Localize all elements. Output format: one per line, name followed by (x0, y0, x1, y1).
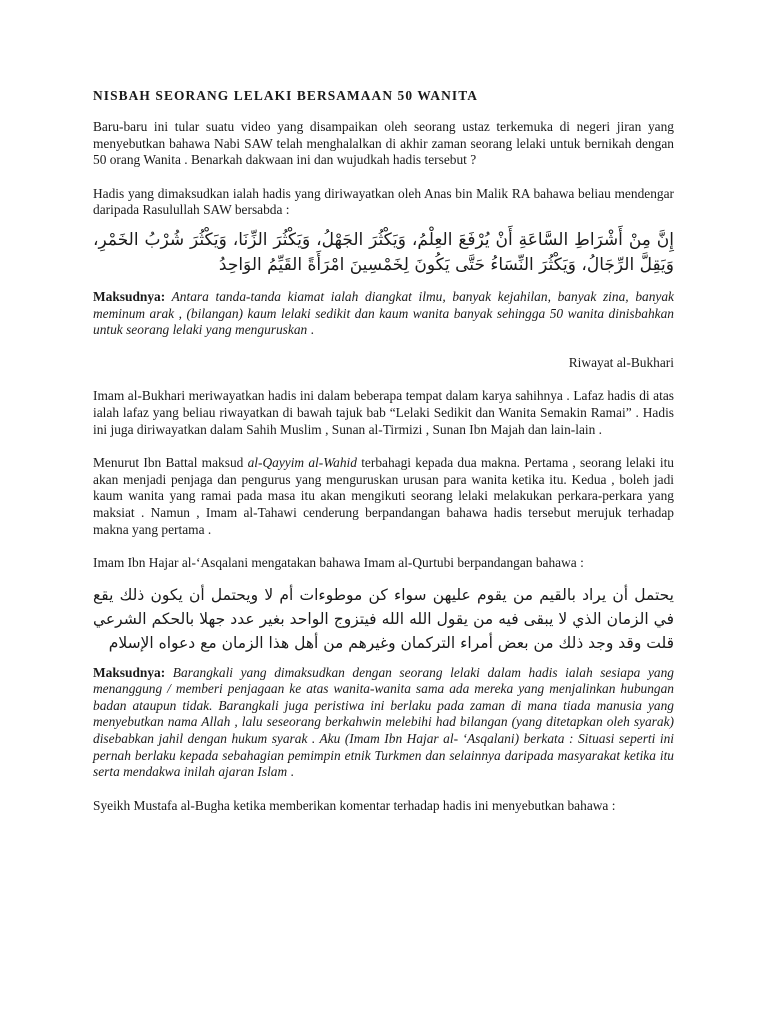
arabic-quote-text: يحتمل أن يراد بالقيم من يقوم عليهن سواء كن موطوءات أم لا ويحتمل أن يكون ذلك يقع في الزمان الذي لا يبقى فيه من يقول الله الله فيتزوج الواحد بغير عدد جهلا بالحكم الشرعي قلت وقد وجد ذلك من بعض أمراء التركمان وغيرهم من أهل هذا الزمان مع دعواه الإسلام (93, 585, 674, 652)
paragraph-maksud-hadith (93, 289, 674, 339)
maksud-label: Maksudnya: (93, 288, 166, 304)
document-title: NISBAH SEORANG LELAKI BERSAMAAN 50 WANITA (93, 88, 479, 103)
paragraph-hadith-intro: Hadis yang dimaksudkan ialah hadis yang diriwayatkan oleh Anas bin Malik RA bahawa beliau mendengar daripada Rasulullah SAW bersabda : (93, 185, 674, 218)
ibn-battal-rest: terbahagi kepada dua makna. Pertama , seorang lelaki itu akan menjadi penjaga dan pengurus yang menguruskan urusan para wanita ketika itu. Kedua , boleh jadi kaum wanita yang ramai pada masa itu akan mengikuti seorang lelaki melakukan perkara-perkara yang maksiat . Namun , Imam al-Tahawi cenderung berpandangan bahawa hadis tersebut merujuk terhadap makna yang pertama . (93, 455, 674, 537)
maksud-translation: Antara tanda-tanda kiamat ialah diangkat ilmu, banyak kejahilan, banyak zina, banyak meminum arak , (bilangan) kaum lelaki sedikit dan kaum wanita banyak sehingga 50 wanita dinisbahkan untuk seorang lelaki yang menguruskan (93, 288, 674, 338)
maksud2-translation: Barangkali yang dimaksudkan dengan seorang lelaki dalam hadis ialah sesiapa yang menanggung / memberi penjagaan ke atas wanita-wanita sama ada mereka yang menjalinkan hubungan badan ataupun tidak. Barangkali juga peristiwa ini berlaku pada zaman di mana tiada manusia yang menyebutkan nama Allah , lalu seseorang berkahwin melebihi had bilangan (yang ditetapkan oleh syarak) disebabkan jahil dengan hukum syarak . Aku (Imam Ibn Hajar al- ‘Asqalani) berkata : Situasi seperti ini pernah berlaku kepada sebahagian pemimpin etnik Turkmen dan selainnya daripada masyarakat ketika itu serta mendakwa inilah ajaran Islam (93, 664, 674, 780)
ibn-battal-start: Menurut Ibn Battal maksud (93, 455, 248, 471)
maksud-end: . (307, 322, 314, 338)
paragraph-bukhari: Imam al-Bukhari meriwayatkan hadis ini dalam beberapa tempat dalam karya sahihnya . Lafaz hadis di atas ialah lafaz yang beliau riwayatkan di bawah tajuk bab “Lelaki Sedikit dan Wanita Semakin Ramai” . Hadis ini juga diriwayatkan dalam Sahih Muslim , Sunan al-Tirmizi , Sunan Ibn Majah dan lain-lain . (93, 388, 674, 437)
riwayat-source: Riwayat al-Bukhari (568, 354, 674, 370)
paragraph-bugha: Syeikh Mustafa al-Bugha ketika memberikan komentar terhadap hadis ini menyebutkan bahawa : (93, 797, 616, 813)
paragraph-ibn-hajar: Imam Ibn Hajar al-‘Asqalani mengatakan bahawa Imam al-Qurtubi berpandangan bahawa : (93, 555, 584, 571)
maksud2-end: . (287, 764, 294, 780)
paragraph-ibn-battal (93, 455, 674, 538)
arabic-hadith-text: إِنَّ مِنْ أَشْرَاطِ السَّاعَةِ أَنْ يُرْفَعَ العِلْمُ، وَيَكْثُرَ الجَهْلُ، وَيَكْثُرَ الزِّنَا، وَيَكْثُرَ شُرْبُ الخَمْرِ، وَيَقِلَّ الرِّجَالُ، وَيَكْثُرَ النِّسَاءُ حَتَّى يَكُونَ لِخَمْسِينَ امْرَأَةً القَيِّمُ الوَاحِدُ (93, 229, 674, 275)
term-qayyim: al-Qayyim al-Wahid (247, 455, 357, 471)
document-page (93, 86, 674, 814)
paragraph-intro: Baru-baru ini tular suatu video yang disampaikan oleh seorang ustaz terkemuka di negeri jiran yang menyebutkan bahawa Nabi SAW telah menghalalkan di akhir zaman seorang lelaki untuk bernikah dengan 50 orang Wanita . Benarkah dakwaan ini dan wujudkah hadis tersebut ? (93, 119, 674, 168)
maksud2-label: Maksudnya: (93, 664, 166, 680)
paragraph-maksud-quote (93, 665, 674, 781)
